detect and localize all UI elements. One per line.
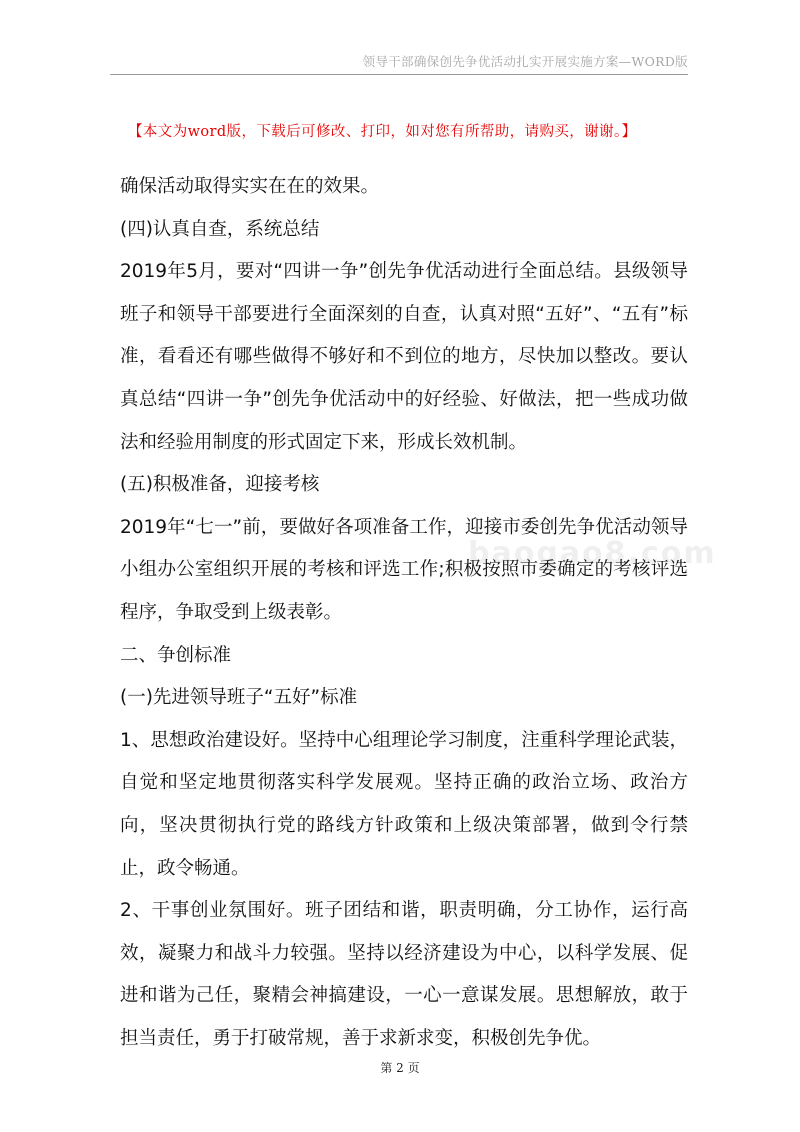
section-heading: (五)积极准备，迎接考核 <box>120 474 320 496</box>
page-number: 第 2 页 <box>380 1061 420 1075</box>
paragraph: 1、思想政治建设好。坚持中心组理论学习制度，注重科学理论武装，自觉和坚定地贯彻落实科学发展观。坚持正确的政治立场、政治方向，坚决贯彻执行党的路线方针政策和上级决策部署，做到令行禁止，政令畅通。 <box>120 729 688 879</box>
paragraph: 2、干事创业氛围好。班子团结和谐，职责明确，分工协作，运行高效，凝聚力和战斗力较强。坚持以经济建设为中心，以科学发展、促进和谐为己任，聚精会神搞建设，一心一意谋发展。思想解放，敢于担当责任，勇于打破常规，善于求新求变，积极创先争优。 <box>120 900 688 1049</box>
document-body <box>120 166 688 1060</box>
watermark: baogao8.com <box>468 536 717 571</box>
paragraph: 确保活动取得实实在在的效果。 <box>120 176 380 197</box>
page-footer <box>0 1059 800 1076</box>
paragraph: 2019年5月，要对“四讲一争”创先争优活动进行全面总结。县级领导班子和领导干部要进行全面深刻的自查，认真对照“五好”、“五有”标准，看看还有哪些做得不够好和不到位的地方，尽快加以整改。要认真总结“四讲一争”创先争优活动中的好经验、好做法，把一些成功做法和经验用制度的形式固定下来，形成长效机制。 <box>120 261 688 453</box>
section-heading: (四)认真自查，系统总结 <box>120 218 320 240</box>
section-heading: 二、争创标准 <box>120 644 232 666</box>
header-title: 领导干部确保创先争优活动扎实开展实施方案—WORD版 <box>362 54 688 69</box>
download-notice: 【本文为word版，下载后可修改、打印，如对您有所帮助，请购买，谢谢。】 <box>128 124 637 140</box>
section-heading: (一)先进领导班子“五好”标准 <box>120 687 358 709</box>
paragraph: 2019年“七一”前，要做好各项准备工作，迎接市委创先争优活动领导小组办公室组织开展的考核和评选工作;积极按照市委确定的考核评选程序，争取受到上级表彰。 <box>120 516 688 623</box>
page-header <box>110 52 688 75</box>
